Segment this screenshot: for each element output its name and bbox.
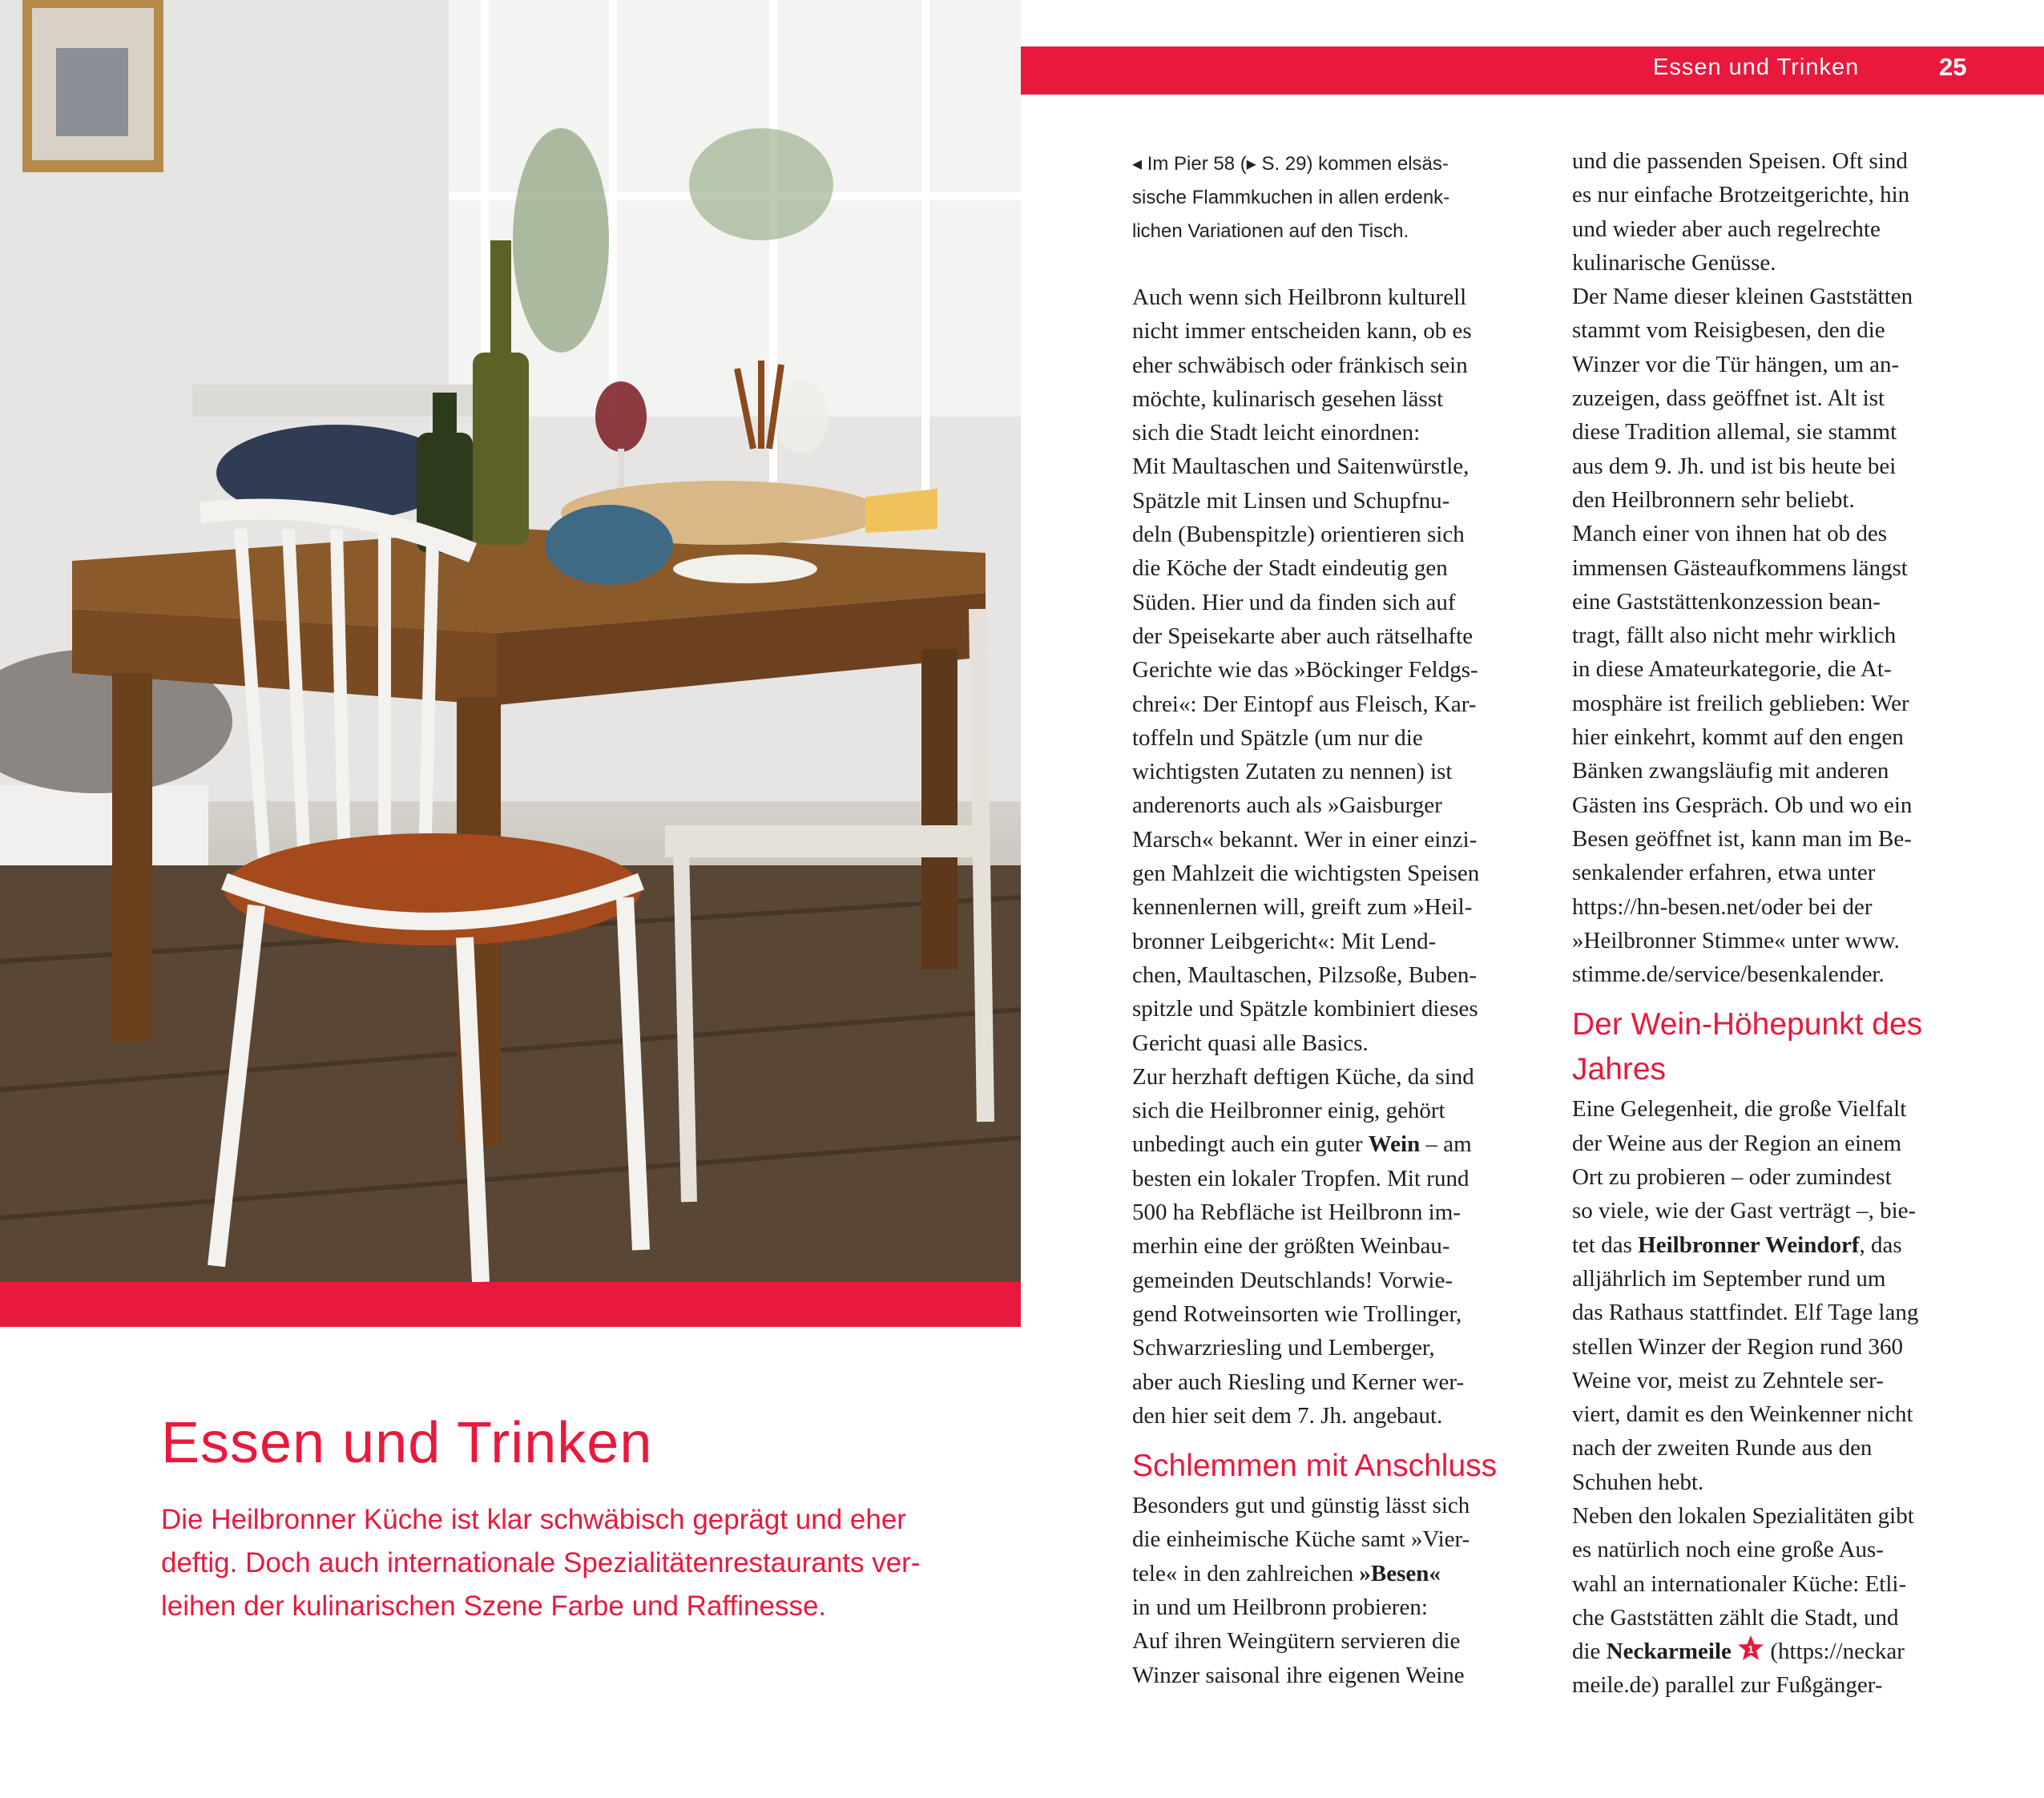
subheading-wein-hoehepunkt: Der Wein-Höhepunkt des xyxy=(1572,1007,1923,1042)
bold-term-besen: »Besen« xyxy=(1359,1560,1441,1586)
body-line: so viele, wie der Gast verträgt –, bie- xyxy=(1572,1198,1917,1224)
body-line-weindorf xyxy=(1572,1228,1970,1262)
kitchen-table-illustration xyxy=(0,0,1021,1282)
body-line: 500 ha Rebfläche ist Heilbronn im- xyxy=(1132,1199,1461,1226)
body-line: eher schwäbisch oder fränkisch sein xyxy=(1132,352,1468,378)
body-line: merhin eine der größten Weinbau- xyxy=(1132,1233,1450,1260)
body-line: die einheimische Küche samt »Vier- xyxy=(1132,1526,1470,1553)
body-line-wein xyxy=(1132,1127,1530,1161)
body-line: gemeinden Deutschlands! Vorwie- xyxy=(1132,1267,1453,1293)
bold-term-wein: Wein xyxy=(1368,1131,1421,1158)
text-run: , das xyxy=(1859,1232,1902,1258)
body-line: möchte, kulinarisch gesehen lässt xyxy=(1132,385,1444,412)
body-line: alljährlich im September rund um xyxy=(1572,1265,1886,1292)
body-line: es natürlich noch eine große Aus- xyxy=(1572,1537,1884,1563)
map-marker-star-icon xyxy=(1737,1635,1764,1662)
body-line: es nur einfache Brotzeitgerichte, hin xyxy=(1572,182,1910,208)
body-line: nicht immer entscheiden kann, ob es xyxy=(1132,318,1472,345)
body-line: https://hn-besen.net/oder bei der xyxy=(1572,893,1873,920)
body-line: anderenorts auch als »Gaisburger xyxy=(1132,792,1442,819)
body-line: bronner Leibgericht«: Mit Lend- xyxy=(1132,928,1437,954)
body-line: und die passenden Speisen. Oft sind xyxy=(1572,148,1908,174)
body-line: chrei«: Der Eintopf aus Fleisch, Kar- xyxy=(1132,691,1477,717)
body-line: diese Tradition allemal, sie stammt xyxy=(1572,419,1897,445)
body-line: Gerichte wie das »Böckinger Feldgs- xyxy=(1132,657,1478,683)
body-line: Winzer vor die Tür hängen, um an- xyxy=(1572,351,1900,377)
body-line: Marsch« bekannt. Wer in einer einzi- xyxy=(1132,826,1478,853)
page-number: 25 xyxy=(1939,53,1967,81)
body-line: meile.de) parallel zur Fußgänger- xyxy=(1572,1672,1883,1699)
body-line: Schwarzriesling und Lemberger, xyxy=(1132,1335,1435,1361)
body-line: mosphäre ist freilich geblieben: Wer xyxy=(1572,690,1909,716)
body-line: stimme.de/service/besenkalender. xyxy=(1572,961,1885,988)
text-column-1 xyxy=(1132,280,1530,1692)
photo-caption xyxy=(1132,147,1525,248)
body-line: der Speisekarte aber auch rätselhafte xyxy=(1132,623,1474,649)
text-run: (https://neckar xyxy=(1764,1639,1905,1665)
body-line: kennenlernen will, greift zum »Heil- xyxy=(1132,894,1473,921)
body-line: Eine Gelegenheit, die große Vielfalt xyxy=(1572,1096,1907,1123)
body-line: sich die Stadt leicht einordnen: xyxy=(1132,420,1421,446)
body-line: Auf ihren Weingütern servieren die xyxy=(1132,1628,1461,1655)
body-line: Winzer saisonal ihre eigenen Weine xyxy=(1132,1662,1465,1688)
chapter-title: Essen und Trinken xyxy=(161,1411,653,1475)
body-line: stellen Winzer der Region rund 360 xyxy=(1572,1333,1904,1360)
body-line: Mit Maultaschen und Saitenwürstle, xyxy=(1132,454,1470,480)
subheading-wein-hoehepunkt-line2: Jahres xyxy=(1572,1052,1667,1087)
body-line: eine Gaststättenkonzession bean- xyxy=(1572,588,1881,615)
text-column-2 xyxy=(1572,144,1970,1703)
body-line: das Rathaus stattfindet. Elf Tage lang xyxy=(1572,1300,1919,1326)
body-line: der Weine aus der Region an einem xyxy=(1572,1130,1902,1156)
body-line: deln (Bubenspitzle) orientieren sich xyxy=(1132,522,1465,548)
body-line: Der Name dieser kleinen Gaststätten xyxy=(1572,284,1913,310)
body-line-besen xyxy=(1132,1557,1530,1590)
body-line: »Heilbronner Stimme« unter www. xyxy=(1572,927,1900,953)
body-line: gen Mahlzeit die wichtigsten Speisen xyxy=(1132,861,1480,887)
body-line: Gästen ins Gespräch. Ob und wo ein xyxy=(1572,792,1913,818)
running-header-bar xyxy=(1021,46,2044,95)
body-line: den Heilbronnern sehr beliebt. xyxy=(1572,486,1855,513)
body-line: wichtigsten Zutaten zu nennen) ist xyxy=(1132,759,1453,785)
body-line: sich die Heilbronner einig, gehört xyxy=(1132,1098,1445,1124)
body-line: die Köche der Stadt eindeutig gen xyxy=(1132,555,1448,582)
body-line: nach der zweiten Runde aus den xyxy=(1572,1435,1873,1461)
text-run: tele« in den zahlreichen xyxy=(1132,1560,1360,1586)
body-line: Schuhen hebt. xyxy=(1572,1469,1704,1495)
body-line: aus dem 9. Jh. und ist bis heute bei xyxy=(1572,453,1897,479)
running-header-title: Essen und Trinken xyxy=(1653,54,1860,80)
body-line: stammt vom Reisigbesen, den die xyxy=(1572,317,1885,344)
caption-line: sische Flammkuchen in allen erdenk- xyxy=(1132,187,1450,208)
caption-line: lichen Variationen auf den Tisch. xyxy=(1132,220,1409,242)
chapter-intro xyxy=(161,1498,930,1628)
body-line: und wieder aber auch regelrechte xyxy=(1572,216,1881,242)
body-line: kulinarische Genüsse. xyxy=(1572,249,1776,276)
body-line: toffeln und Spätzle (um nur die xyxy=(1132,724,1423,751)
body-line: spitzle und Spätzle kombiniert dieses xyxy=(1132,996,1478,1022)
text-run: – am xyxy=(1420,1131,1472,1158)
body-line: hier einkehrt, kommt auf den engen xyxy=(1572,724,1904,751)
intro-line: leihen der kulinarischen Szene Farbe und Raffinesse. xyxy=(161,1590,827,1622)
body-line: che Gaststätten zählt die Stadt, und xyxy=(1572,1604,1899,1631)
body-line: Manch einer von ihnen hat ob des xyxy=(1572,521,1888,547)
body-line: in diese Amateurkategorie, die At- xyxy=(1572,656,1892,683)
body-line: wahl an internationaler Küche: Etli- xyxy=(1572,1570,1907,1597)
body-line: aber auch Riesling und Kerner wer- xyxy=(1132,1369,1465,1395)
body-line: zuzeigen, dass geöffnet ist. Alt ist xyxy=(1572,385,1885,412)
body-line: Zur herzhaft deftigen Küche, da sind xyxy=(1132,1063,1474,1090)
body-line: gend Rotweinsorten wie Trollinger, xyxy=(1132,1300,1462,1327)
body-line: viert, damit es den Weinkenner nicht xyxy=(1572,1401,1913,1428)
body-line: chen, Maultaschen, Pilzsoße, Buben- xyxy=(1132,961,1478,988)
body-line: Gericht quasi alle Basics. xyxy=(1132,1030,1369,1056)
text-run: die xyxy=(1572,1639,1607,1665)
body-line: Ort zu probieren – oder zumindest xyxy=(1572,1164,1892,1191)
intro-line: deftig. Doch auch internationale Spezialitätenrestaurants ver- xyxy=(161,1547,921,1578)
text-run: unbedingt auch ein guter xyxy=(1132,1131,1369,1158)
intro-line: Die Heilbronner Küche ist klar schwäbisch geprägt und eher xyxy=(161,1504,906,1535)
body-line: den hier seit dem 7. Jh. angebaut. xyxy=(1132,1402,1443,1429)
body-line: Besen geöffnet ist, kann man im Be- xyxy=(1572,825,1912,852)
bold-term-neckarmeile: Neckarmeile xyxy=(1606,1639,1732,1665)
kitchen-table-photo xyxy=(0,0,1021,1282)
body-line: Bänken zwangsläufig mit anderen xyxy=(1572,758,1889,784)
body-line: Süden. Hier und da finden sich auf xyxy=(1132,589,1456,615)
map-marker-number: 1 xyxy=(1748,1643,1754,1656)
text-run: tet das xyxy=(1572,1232,1639,1258)
caption-line: ◂ Im Pier 58 (▸ S. 29) kommen elsäs- xyxy=(1132,153,1449,175)
body-line: Neben den lokalen Spezialitäten gibt xyxy=(1572,1502,1914,1529)
body-line: Spätzle mit Linsen und Schupfnu- xyxy=(1132,487,1450,514)
subheading-schlemmen: Schlemmen mit Anschluss xyxy=(1132,1449,1498,1484)
body-line: Auch wenn sich Heilbronn kulturell xyxy=(1132,284,1467,310)
body-line: in und um Heilbronn probieren: xyxy=(1132,1594,1428,1620)
body-line: Weine vor, meist zu Zehntele ser- xyxy=(1572,1367,1884,1393)
body-line-neckarmeile xyxy=(1572,1635,1970,1668)
body-line: senkalender erfahren, etwa unter xyxy=(1572,860,1876,886)
body-line: besten ein lokaler Tropfen. Mit rund xyxy=(1132,1165,1470,1191)
bold-term-weindorf: Heilbronner Weindorf xyxy=(1638,1232,1860,1258)
body-line: immensen Gästeaufkommens längst xyxy=(1572,554,1908,581)
body-line: tragt, fällt also nicht mehr wirklich xyxy=(1572,623,1897,649)
body-line: Besonders gut und günstig lässt sich xyxy=(1132,1493,1470,1519)
photo-accent-band xyxy=(0,1282,1021,1327)
